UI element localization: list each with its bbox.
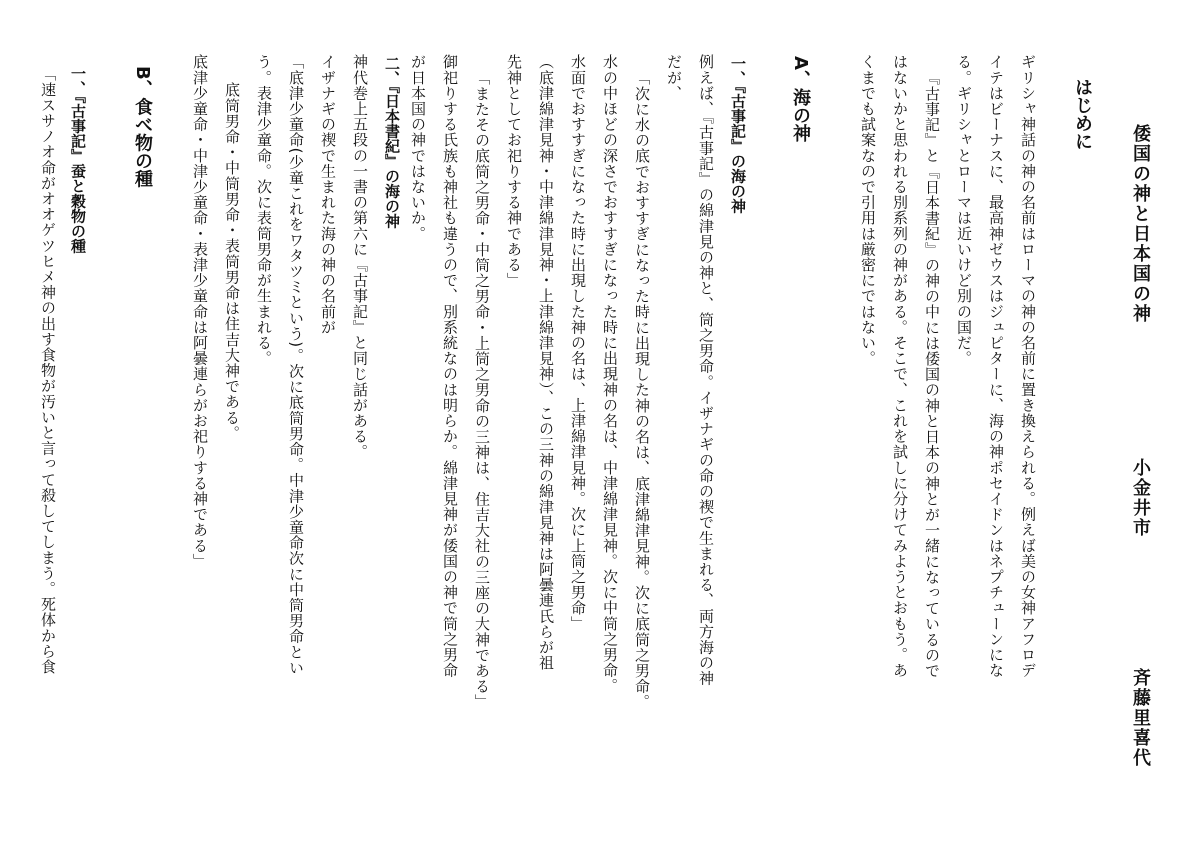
intro-line-4: 『古事記』と『日本書紀』の神の中には倭国の神と日本の神とが一緒になっているので [923, 70, 941, 679]
section-a1-line-5: 水面でおすすぎになった時に出現した神の名は、上津綿津見神。次に上筒之男命」 [569, 54, 587, 632]
section-a-heading: A、海の神 [790, 56, 811, 142]
section-a2-heading: 二、『日本書紀』の海の神 [383, 56, 401, 229]
intro-line-1: ギリシャ神話の神の名前はローマの神の名前に置き換えられる。例えば美の女神アフロデ [1019, 54, 1037, 678]
document-title: 倭国の神と日本国の神 [1130, 124, 1151, 324]
section-a1-line-1: 例えば、『古事記』の綿津見の神と、筒之男命。イザナギの命の禊で生まれる、両方海の神 [697, 54, 715, 687]
section-a1-line-6: （底津綿津見神・中津綿津見神・上津綿津見神）、この三神の綿津見神は阿曇連氏らが祖 [537, 54, 555, 671]
section-a1-line-2: だが、 [665, 54, 683, 101]
author-name: 斉藤里喜代 [1130, 668, 1151, 768]
section-a2-line-3: 「底津少童命(少童これをワタツミという)。次に底筒男命。中津少童命次に中筒男命とい [287, 54, 305, 676]
section-a2-line-6: 底津少童命・中津少童命・表津少童命は阿曇連らがお祀りする神である」 [191, 54, 209, 569]
section-a1-line-8: 「またその底筒之男命・中筒之男命・上筒之男命の三神は、住吉大社の三座の大神である」 [473, 70, 491, 710]
section-a2-line-5: 底筒男命・中筒男命・表筒男命は住吉大神である。 [223, 82, 241, 441]
section-a1-line-10: が日本国の神ではないか。 [409, 54, 427, 242]
section-a2-line-2: イザナギの禊で生まれた海の神の名前が [319, 54, 337, 335]
section-a1-line-7: 先神としてお祀りする神である」 [505, 54, 523, 288]
section-b-heading: B、食べ物の種 [132, 66, 153, 188]
section-a1-heading: 一、『古事記』の海の神 [729, 56, 747, 214]
section-b1-heading: 一、『古事記』蚕と穀物の種 [69, 66, 87, 254]
intro-line-6: くまでも試案なので引用は厳密にではない。 [859, 54, 877, 366]
section-a2-line-1: 神代巻上五段の一書の第六に『古事記』と同じ話がある。 [351, 54, 369, 460]
section-a2-line-4: う。表津少童命。次に表筒男命が生まれる。 [255, 54, 273, 366]
city-label: 小金井市 [1130, 458, 1151, 538]
section-a1-line-9: 御祀りする氏族も神社も違うので、別系統なのは明らか。綿津見神が倭国の神で筒之男命 [441, 54, 459, 678]
section-a1-line-3: 「次に水の底でおすすぎになった時に出現した神の名は、底津綿津見神。次に底筒之男命。 [633, 70, 651, 710]
section-b1-line-1: 「速スサノオ命がオオゲツヒメ神の出す食物が汚いと言って殺してしまう。死体から食 [39, 66, 57, 675]
intro-heading: はじめに [1072, 78, 1093, 150]
intro-line-5: はないかと思われる別系列の神がある。そこで、これを試しに分けてみようとおもう。あ [891, 54, 909, 678]
section-a1-line-4: 水の中ほどの深さでおすすぎになった時に出現神の名は、中津綿津見神。次に中筒之男命。 [601, 54, 619, 694]
intro-line-2: イテはビーナスに、最高神ゼウスはジュピターに、海の神ポセイドンはネプチューンにな [987, 54, 1005, 678]
intro-line-3: る。ギリシャとローマは近いけど別の国だ。 [955, 54, 973, 366]
